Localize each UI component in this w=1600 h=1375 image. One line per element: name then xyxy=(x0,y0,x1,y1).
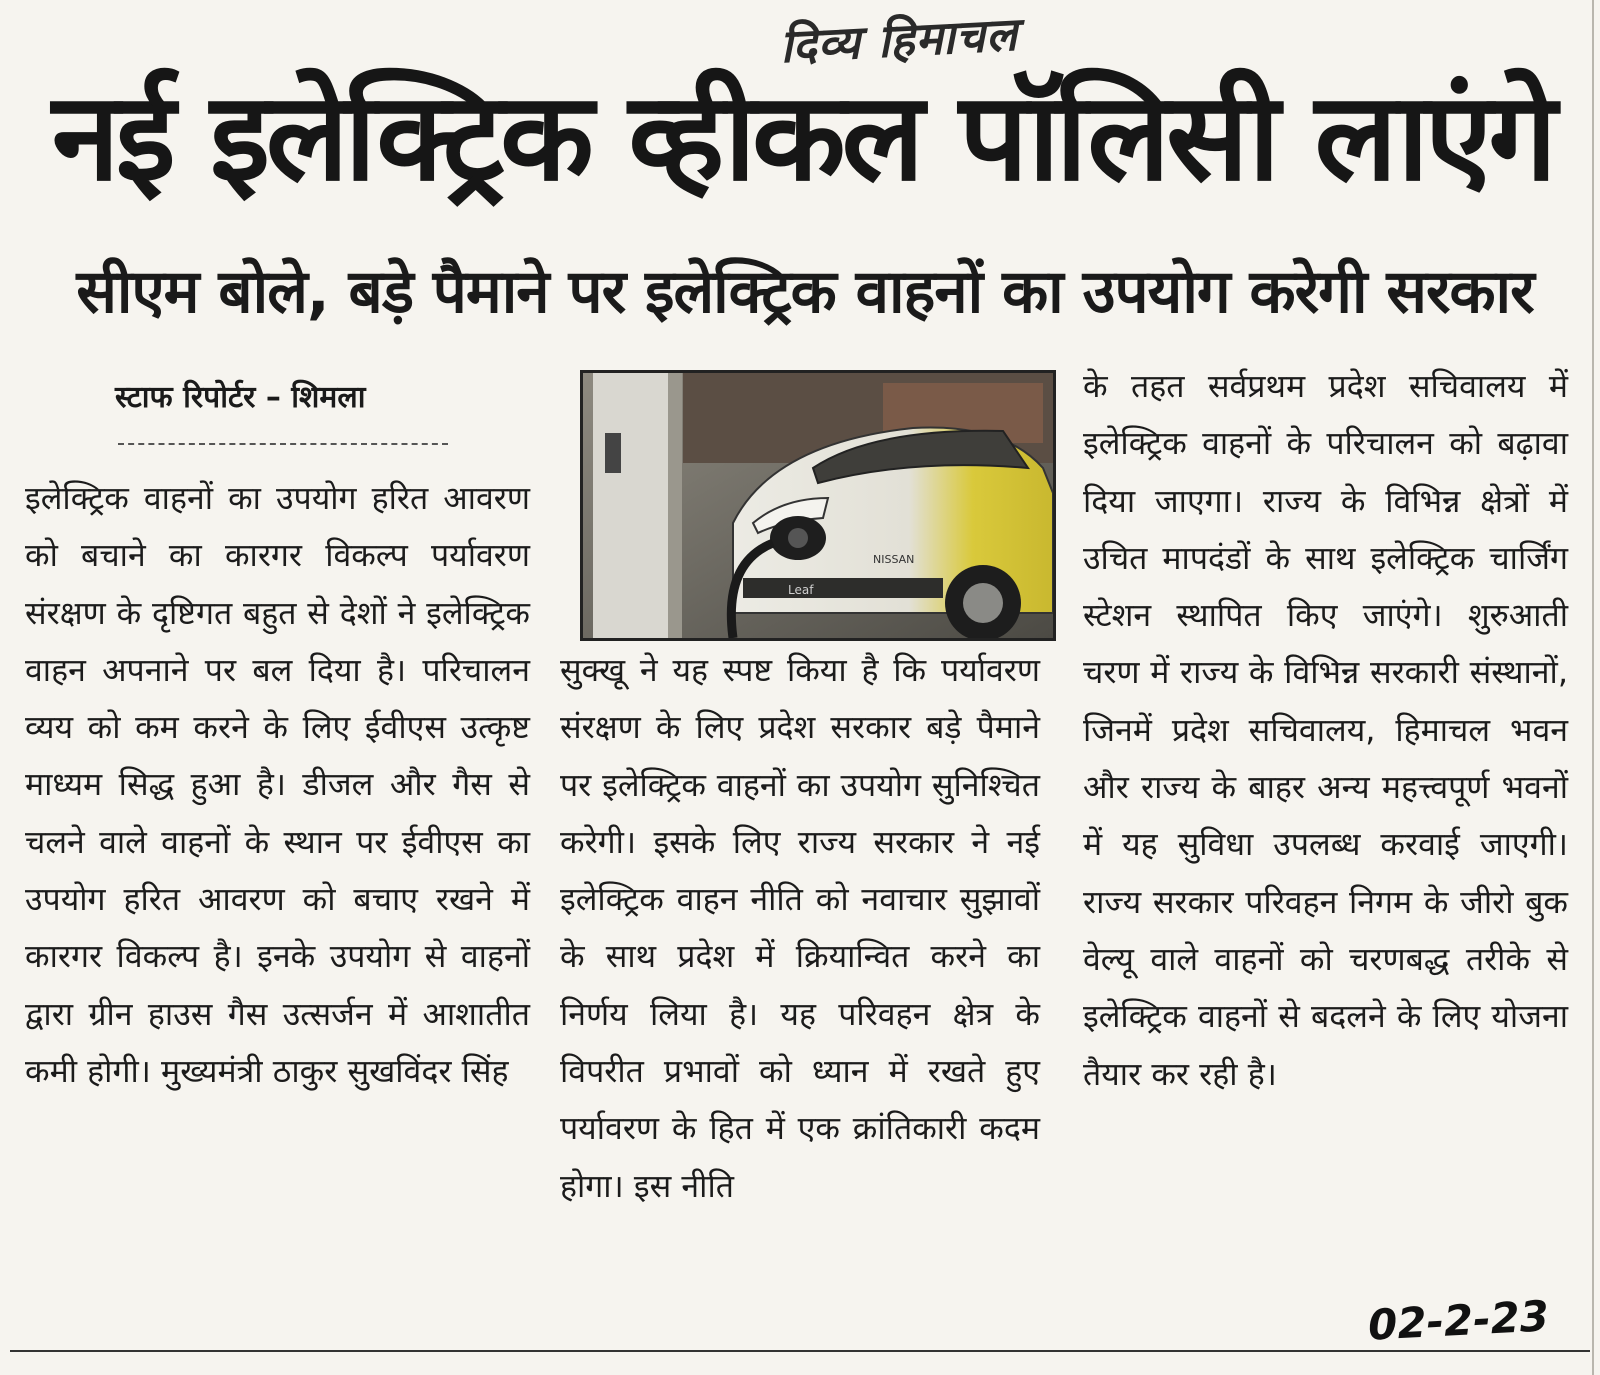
brand-text: NISSAN xyxy=(873,553,915,566)
article-column-3 xyxy=(1083,358,1568,1103)
byline-divider xyxy=(118,443,448,445)
subheadline: सीएम बोले, बड़े पैमाने पर इलेक्ट्रिक वाहनों का उपयोग करेगी सरकार xyxy=(76,257,1534,327)
bottom-border xyxy=(10,1350,1590,1352)
page-edge xyxy=(1592,0,1594,1375)
plate-text: Leaf xyxy=(788,583,814,597)
column-2-text: सुक्खू ने यह स्पष्ट किया है कि पर्यावरण संरक्षण के लिए प्रदेश सरकार बड़े पैमाने पर इलेक्ट्रिक वाहनों का उपयोग सुनिश्चित करेगी। इसके लिए राज्य सरकार ने नई इलेक्ट्रिक वाहन नीति को नवाचार सुझावों के साथ प्रदेश में क्रियान्वित करने का निर्णय लिया है। यह परिवहन क्षेत्र के विपरीत प्रभावों को ध्यान में रखते हुए पर्यावरण के हित में एक क्रांतिकारी कदम होगा। इस नीति xyxy=(560,651,1040,1205)
column-3-text: के तहत सर्वप्रथम प्रदेश सचिवालय में इलेक्ट्रिक वाहनों के परिचालन को बढ़ावा दिया जाएगा। राज्य के विभिन्न क्षेत्रों में उचित मापदंडों के साथ इलेक्ट्रिक चार्जिंग स्टेशन स्थापित किए जाएंगे। शुरुआती चरण में राज्य के विभिन्न सरकारी संस्थानों, जिनमें प्रदेश सचिवालय, हिमाचल भवन और राज्य के बाहर अन्य महत्त्वपूर्ण भवनों में यह सुविधा उपलब्ध करवाई जाएगी। राज्य सरकार परिवहन निगम के जीरो बुक वेल्यू वाले वाहनों को चरणबद्ध तरीके से इलेक्ट्रिक वाहनों से बदलने के लिए योजना तैयार कर रही है। xyxy=(1083,367,1568,1093)
ev-charging-photo xyxy=(580,370,1056,641)
column-1-text: इलेक्ट्रिक वाहनों का उपयोग हरित आवरण को बचाने का कारगर विकल्प पर्यावरण संरक्षण के दृष्टिगत बहुत से देशों ने इलेक्ट्रिक वाहन अपनाने पर बल दिया है। परिचालन व्यय को कम करने के लिए ईवीएस उत्कृष्ट माध्यम सिद्ध हुआ है। डीजल और गैस से चलने वाले वाहनों के स्थान पर ईवीएस का उपयोग हरित आवरण को बचाए रखने में कारगर विकल्प है। इनके उपयोग से वाहनों द्वारा ग्रीन हाउस गैस उत्सर्जन में आशातीत कमी होगी। मुख्यमंत्री ठाकुर सुखविंदर सिंह xyxy=(25,479,530,1090)
article-column-1 xyxy=(25,470,530,1100)
handwritten-source-note: दिव्य हिमाचल xyxy=(778,6,1020,74)
article-column-2 xyxy=(560,642,1040,1215)
electric-car-image xyxy=(583,373,1053,638)
headline: नई इलेक्ट्रिक व्हीकल पॉलिसी लाएंगे xyxy=(51,66,1554,208)
byline: स्टाफ रिपोर्टर – शिमला xyxy=(115,380,366,415)
handwritten-date: 02-2-23 xyxy=(1366,1291,1551,1350)
